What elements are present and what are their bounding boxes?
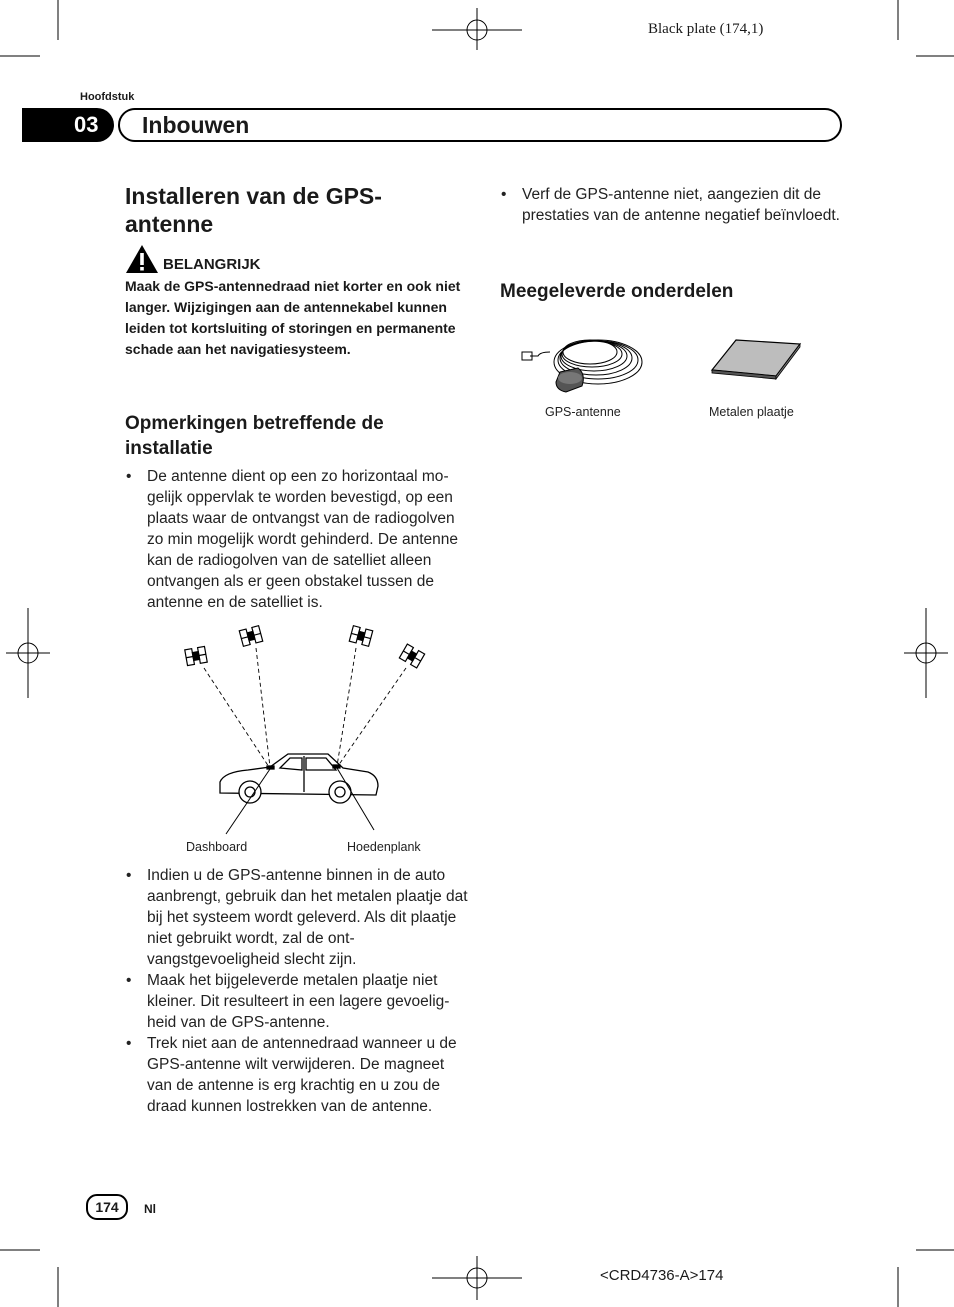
metal-plate-icon <box>706 336 806 380</box>
notes-heading: Opmerkingen betreffende de installatie <box>125 413 384 459</box>
page-number-badge: 174 <box>86 1194 128 1220</box>
signal-lines <box>204 648 406 767</box>
satellite-icon <box>185 626 425 668</box>
list-item: • Trek niet aan de antennedraad wanneer u de GPS-antenne wilt verwijderen. De magneet van de antenne is erg krachtig en u zou de draad kunnen lostrekken van de antenne. <box>125 1033 470 1117</box>
chapter-number-badge <box>22 108 114 142</box>
parts-heading: Meegeleverde onderdelen <box>500 281 734 302</box>
list-item: • Indien u de GPS-antenne binnen in de auto aanbrengt, gebruik dan het metalen plaatje dat bij het systeem wordt geleverd. Als dit plaatje niet gebruikt wordt, zal de ontvangstgevoeligheid slecht zijn. <box>125 865 470 970</box>
important-text: Maak de GPS-antennedraad niet korter en ook niet langer. Wijzigingen aan de antennekabel kunnen leiden tot kortsluiting of storingen en permanente schade aan het navigatiesysteem. <box>125 278 461 357</box>
list-item: • De antenne dient op een zo horizontaal mogelijk oppervlak te worden bevestigd, op een plaats waar de ontvangst van de radiogolven zo min mogelijk wordt gehinderd. De antenne kan de radiogolven van de satelliet alleen ontvangen als er geen obstakel tussen de antenne en de satelliet is. <box>125 466 470 613</box>
chapter-title: Inbouwen <box>142 112 250 138</box>
car-icon <box>220 754 378 803</box>
right-notes-list <box>500 184 845 226</box>
notes-list-b <box>125 865 470 1117</box>
part-label-metal-plate: Metalen plaatje <box>709 405 794 419</box>
plate-label: Black plate (174,1) <box>648 21 764 37</box>
notes-list-a <box>125 466 470 613</box>
list-item: • Verf de GPS-antenne niet, aangezien dit de prestaties van de antenne negatief beïnvloedt. <box>500 184 845 226</box>
warning-triangle-icon <box>125 244 159 274</box>
important-title: BELANGRIJK <box>163 256 261 273</box>
list-item: • Maak het bijgeleverde metalen plaatje niet kleiner. Dit resulteert in een lagere gevoeligheid van de GPS-antenne. <box>125 970 470 1033</box>
document-code: <CRD4736-A>174 <box>600 1267 724 1284</box>
chapter-number: 03 <box>74 112 99 137</box>
satellite-car-figure <box>170 620 450 840</box>
figure-label-rear-shelf: Hoedenplank <box>347 840 421 854</box>
chapter-label: Hoofdstuk <box>80 91 135 103</box>
section-title: Installeren van de GPS-antenne <box>125 183 382 237</box>
part-label-gps-antenna: GPS-antenne <box>545 405 621 419</box>
chapter-header <box>22 108 840 142</box>
chapter-title-pill <box>118 108 842 142</box>
language-code: Nl <box>144 1202 156 1216</box>
gps-antenna-icon <box>520 312 650 402</box>
figure-label-dashboard: Dashboard <box>186 840 248 854</box>
